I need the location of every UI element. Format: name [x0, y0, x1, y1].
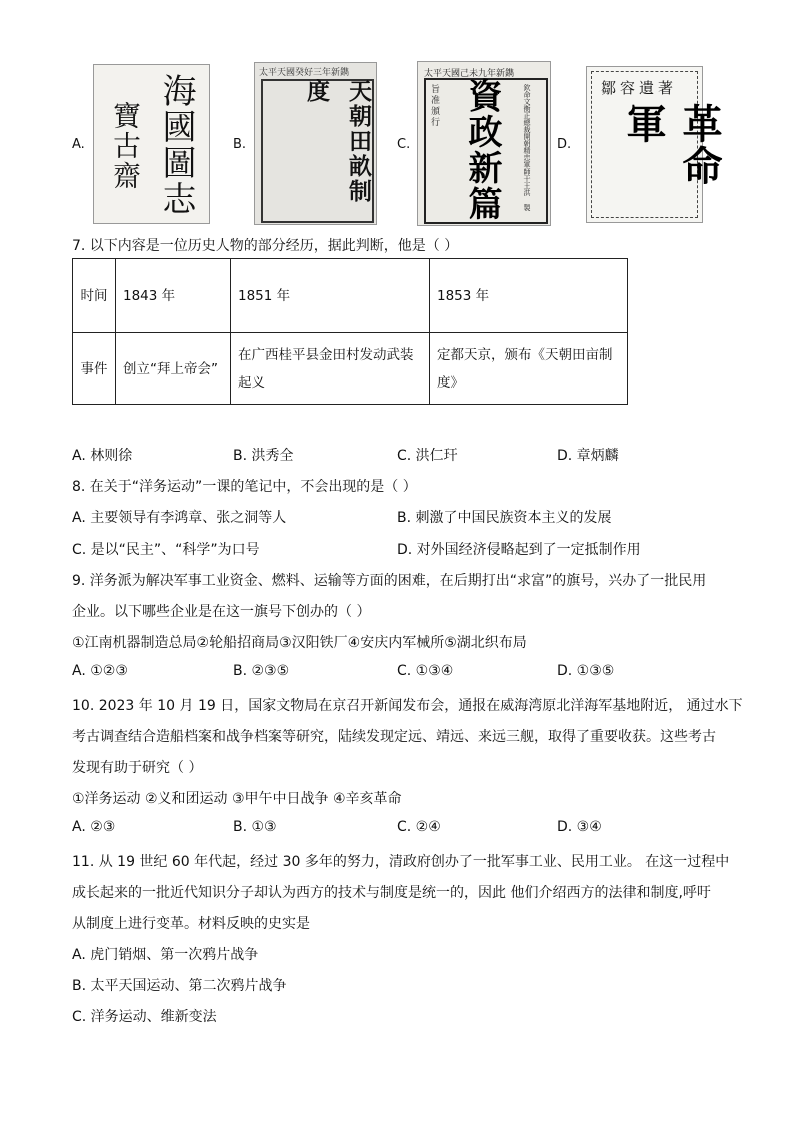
q9-stem-line-2: 企业。以下哪些企业是在这一旗号下创办的（ ）: [72, 604, 371, 620]
option-b-letter: B.: [233, 137, 247, 152]
q8-option-a: A. 主要领导有李鸿章、张之洞等人: [72, 510, 287, 526]
cover-d-header: 鄒容遺著: [601, 79, 678, 97]
option-d-letter: D.: [557, 137, 572, 152]
q10-choices: ①洋务运动 ②义和团运动 ③甲午中日战争 ④辛亥革命: [72, 791, 402, 807]
q10-option-a: A. ②③: [72, 819, 116, 835]
q8-option-c: C. 是以“民主”、“科学”为口号: [72, 542, 260, 558]
q11-stem-line-3: 从制度上进行变革。材料反映的史实是: [72, 916, 310, 932]
haiguo-tuzhi-cover-image: [93, 64, 210, 224]
q7-cell-event-2: 在广西桂平县金田村发动武装起义: [231, 333, 430, 405]
q7-cell-event-3: 定都天京，颁布《天朝田亩制度》: [430, 333, 628, 405]
q10-option-d: D. ③④: [557, 819, 602, 835]
q10-stem-line-3: 发现有助于研究（ ）: [72, 760, 203, 776]
q8-stem: 8. 在关于“洋务运动”一课的笔记中，不会出现的是（ ）: [72, 479, 417, 495]
q7-table: [72, 258, 628, 405]
cover-d-title: 革命軍: [620, 103, 723, 187]
q9-choices: ①江南机器制造总局②轮船招商局③汉阳铁厂④安庆内军械所⑤湖北织布局: [72, 635, 527, 651]
cover-c-tag: 旨准頒行: [429, 84, 439, 128]
q11-option-b: B. 太平天国运动、第二次鸦片战争: [72, 978, 287, 994]
cover-c-header: 太平天國己未九年新鐫: [424, 69, 515, 79]
q7-cell-1843: 1843 年: [116, 259, 231, 333]
q7-cell-1853: 1853 年: [430, 259, 628, 333]
q8-option-d: D. 对外国经济侵略起到了一定抵制作用: [397, 542, 641, 558]
q7-cell-event-1: 创立“拜上帝会”: [116, 333, 231, 405]
cover-a-title: 海國圖志: [156, 73, 196, 217]
q9-option-b: B. ②③⑤: [233, 663, 290, 679]
q7-cell-time-header: 时间: [73, 259, 116, 333]
q8-option-b: B. 刺激了中国民族资本主义的发展: [397, 510, 612, 526]
q7-cell-1851: 1851 年: [231, 259, 430, 333]
q9-option-c: C. ①③④: [397, 663, 454, 679]
q9-option-a: A. ①②③: [72, 663, 128, 679]
cover-b-header: 太平天國癸好三年新鐫: [259, 68, 350, 78]
cover-b-title: 天朝田畝制度: [303, 79, 372, 204]
q10-option-c: C. ②④: [397, 819, 441, 835]
q11-option-a: A. 虎门销烟、第一次鸦片战争: [72, 947, 259, 963]
option-a-letter: A.: [72, 137, 85, 152]
option-c-letter: C.: [397, 137, 411, 152]
q10-stem-line-1: 10. 2023 年 10 月 19 日，国家文物局在京召开新闻发布会，通报在威海湾原北洋海军基地附近， 通过水下: [72, 698, 743, 714]
q7-option-d: D. 章炳麟: [557, 448, 619, 464]
q11-option-c: C. 洋务运动、维新变法: [72, 1009, 217, 1025]
geming-jun-cover-image: [586, 66, 723, 223]
zizheng-xinpian-cover-image: [417, 61, 551, 226]
q7-option-a: A. 林则徐: [72, 448, 133, 464]
q7-stem: 7. 以下内容是一位历史人物的部分经历，据此判断，他是（ ）: [72, 238, 459, 254]
q7-option-b: B. 洪秀全: [233, 448, 294, 464]
q10-stem-line-2: 考古调查结合造船档案和战争档案等研究，陆续发现定远、靖远、来远三舰，取得了重要收获。这些考古: [72, 729, 716, 745]
cover-c-title: 資政新篇: [462, 78, 502, 222]
cover-a-side: 寶古齋: [109, 101, 142, 191]
q7-option-c: C. 洪仁玕: [397, 448, 458, 464]
q10-option-b: B. ①③: [233, 819, 277, 835]
q9-option-d: D. ①③⑤: [557, 663, 615, 679]
tianchao-tianmu-cover-image: [254, 62, 377, 225]
q9-stem-line-1: 9. 洋务派为解决军事工业资金、燃料、运输等方面的困难，在后期打出“求富”的旗号，兴办了一批民用: [72, 573, 707, 589]
cover-c-side: 欽命文衡正總裁開朝精忠軍師干王洪 製: [523, 84, 531, 211]
q11-stem-line-1: 11. 从 19 世纪 60 年代起，经过 30 多年的努力，清政府创办了一批军事工业、民用工业。 在这一过程中: [72, 854, 730, 870]
q11-stem-line-2: 成长起来的一批近代知识分子却认为西方的技术与制度是统一的，因此 他们介绍西方的法律和制度,呼吁: [72, 885, 711, 901]
q7-cell-event-header: 事件: [73, 333, 116, 405]
